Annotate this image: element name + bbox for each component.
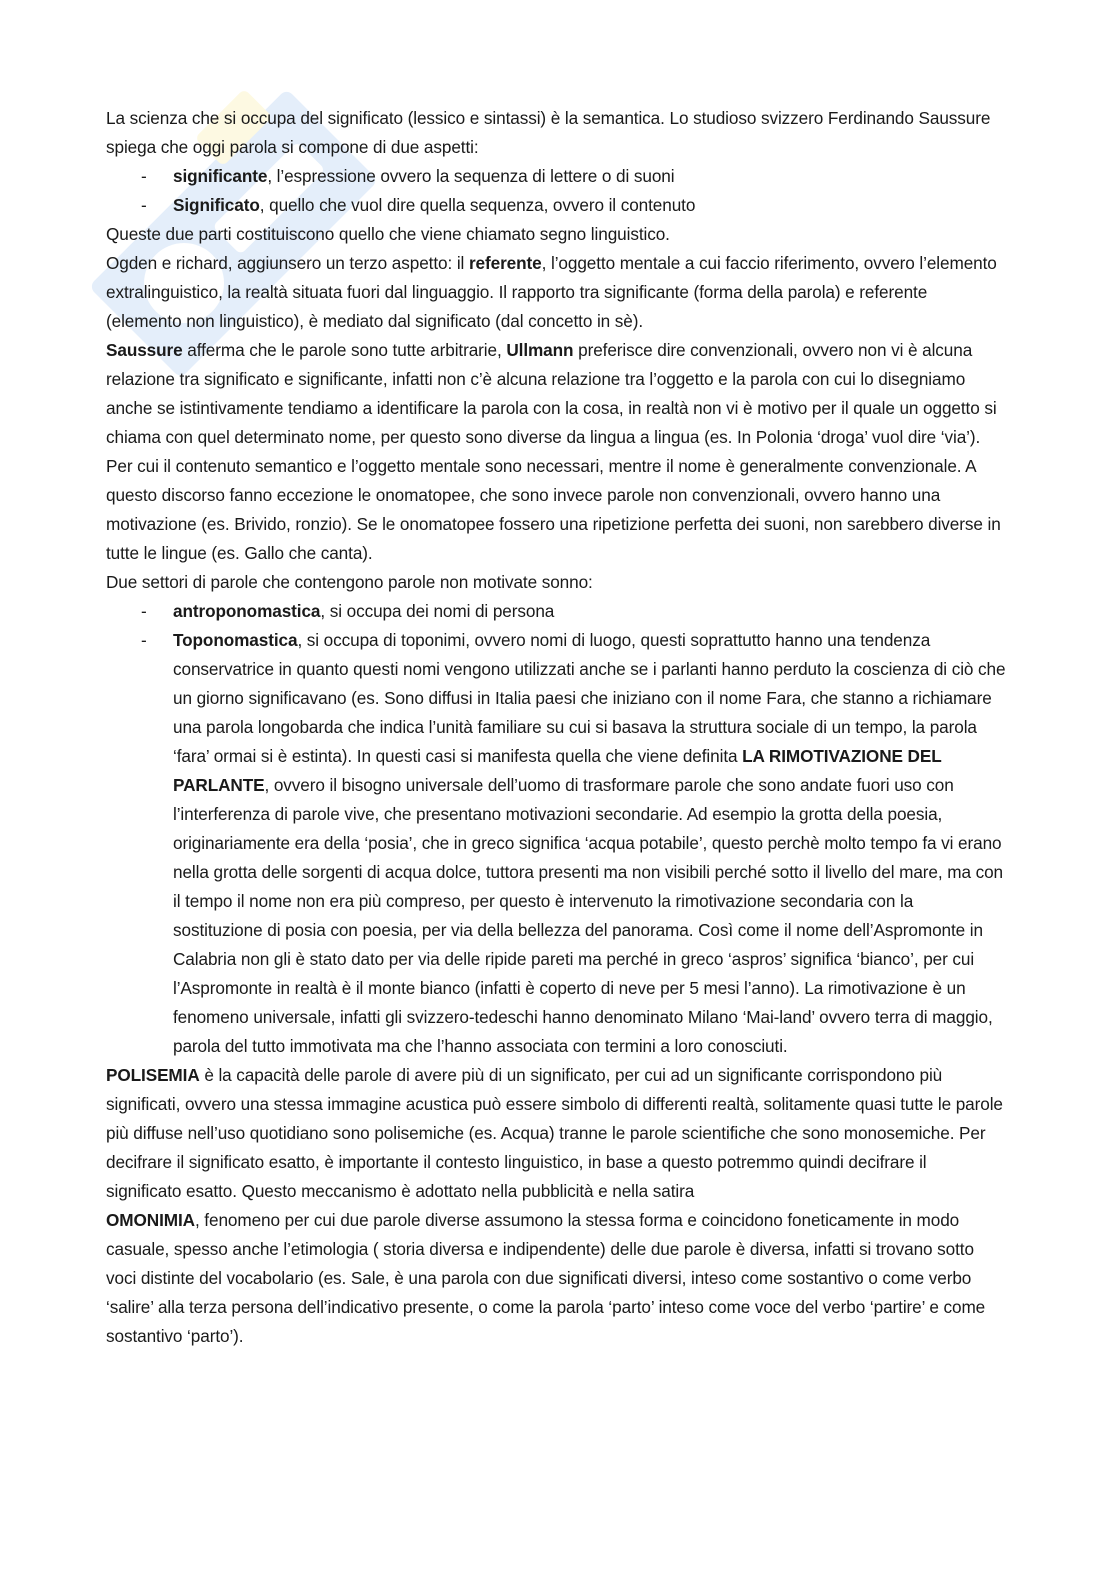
term-toponomastica: Toponomastica	[173, 630, 298, 650]
list-settori	[106, 597, 1006, 1061]
list-item: - antroponomastica, si occupa dei nomi di persona	[173, 597, 1006, 626]
paragraph-arbitrarieta: Saussure afferma che le parole sono tutte arbitrarie, Ullmann preferisce dire convenzionali, ovvero non vi è alcuna relazione tra significato e significante, infatti non c’è alcuna relazione tra l’oggetto e la parola con cui lo disegniamo anche se istintivamente tendiamo a identificare la parola con la cosa, in realtà non vi è motivo per il quale un oggetto si chiama con quel determinato nome, per questo sono diverse da lingua a lingua (es. In Polonia ‘droga’ vuol dire ‘via’). Per cui il contenuto semantico e l’oggetto mentale sono necessari, mentre il nome è generalmente convenzionale. A questo discorso fanno eccezione le onomatopee, che sono invece parole non convenzionali, ovvero hanno una motivazione (es. Brivido, ronzio). Se le onomatopee fossero una ripetizione perfetta dei suoni, non sarebbero diverse in tutte le lingue (es. Gallo che canta).	[106, 340, 1001, 563]
paragraph-polisemia: POLISEMIA è la capacità delle parole di avere più di un significato, per cui ad un significante corrispondono più significati, ovvero una stessa immagine acustica può essere simbolo di differenti realtà, solitamente quasi tutte le parole più diffuse nell’uso quotidiano sono polisemiche (es. Acqua) tranne le parole scientifiche che sono monosemiche. Per decifrare il significato esatto, è importante il contesto linguistico, in base a questo potremmo quindi decifrare il significato esatto. Questo meccanismo è adottato nella pubblicità e nella satira	[106, 1065, 1003, 1201]
paragraph-semantica: La scienza che si occupa del significato (lessico e sintassi) è la semantica. Lo studioso svizzero Ferdinando Saussure spiega che oggi parola si compone di due aspetti:	[106, 108, 991, 157]
paragraph-settori: Due settori di parole che contengono parole non motivate sonno:	[106, 572, 593, 592]
list-item: - Toponomastica, si occupa di toponimi, ovvero nomi di luogo, questi soprattutto hanno una tendenza conservatrice in quanto questi nomi vengono utilizzati anche se i parlanti hanno perduto la coscienza di ciò che un giorno significavano (es. Sono diffusi in Italia paesi che iniziano con il nome Fara, che stanno a richiamare una parola longobarda che indica l’unità familiare su cui si basava la struttura sociale di un tempo, la parola ‘fara’ ormai si è estinta). In questi casi si manifesta quella che viene definita LA RIMOTIVAZIONE DEL PARLANTE, ovvero il bisogno universale dell’uomo di trasformare parole che sono andate fuori uso con l’interferenza di parole vive, che presentano motivazioni secondarie. Ad esempio la grotta della poesia, originariamente era della ‘posia’, che in greco significa ‘acqua potabile’, questo perchè molto tempo fa vi erano nella grotta delle sorgenti di acqua dolce, tuttora presenti ma non visibili perché sotto il livello del mare, ma con il tempo il nome non era più compreso, per questo è intervenuto la rimotivazione secondaria con la sostituzione di posia con poesia, per via della bellezza del panorama. Così come il nome dell’Aspromonte in Calabria non gli è stato dato per via delle ripide pareti ma perché in greco ‘aspros’ significa ‘bianco’, per cui l’Aspromonte in realtà è il monte bianco (infatti è coperto di neve per 5 mesi l’anno). La rimotivazione è un fenomeno universale, infatti gli svizzero-tedeschi hanno denominato Milano ‘Mai-land’ ovvero terra di maggio, parola del tutto immotivata ma che l’hanno associata con termini a loro conosciuti.	[173, 626, 1006, 1061]
term-rimotivazione: LA RIMOTIVAZIONE DEL PARLANTE	[173, 746, 942, 795]
term-antroponomastica: antroponomastica	[173, 601, 321, 621]
list-item: - Significato, quello che vuol dire quella sequenza, ovvero il contenuto	[173, 191, 1006, 220]
term-ullmann: Ullmann	[506, 340, 574, 360]
term-omonimia: OMONIMIA	[106, 1210, 195, 1230]
paragraph-omonimia: OMONIMIA, fenomeno per cui due parole diverse assumono la stessa forma e coincidono foneticamente in modo casuale, spesso anche l’etimologia ( storia diversa e indipendente) delle due parole è diversa, infatti si trovano sotto voci distinte del vocabolario (es. Sale, è una parola con due significati diversi, inteso come sostantivo o come verbo ‘salire’ alla terza persona dell’indicativo presente, o come la parola ‘parto’ inteso come voce del verbo ‘partire’ e come sostantivo ‘parto’).	[106, 1210, 986, 1346]
list-item: - significante, l’espressione ovvero la sequenza di lettere o di suoni	[173, 162, 1006, 191]
paragraph-referente: Ogden e richard, aggiunsero un terzo aspetto: il referente, l’oggetto mentale a cui faccio riferimento, ovvero l’elemento extralinguistico, la realtà situata fuori dal linguaggio. Il rapporto tra significante (forma della parola) e referente (elemento non linguistico), è mediato dal significato (dal concetto in sè).	[106, 253, 997, 331]
term-significato: Significato	[173, 195, 260, 215]
paragraph-segno: Queste due parti costituiscono quello che viene chiamato segno linguistico.	[106, 224, 670, 244]
term-significante: significante	[173, 166, 268, 186]
list-aspetti	[106, 162, 1006, 220]
term-polisemia: POLISEMIA	[106, 1065, 200, 1085]
document-page	[106, 104, 1006, 1351]
term-referente: referente	[468, 253, 542, 273]
term-saussure: Saussure	[106, 340, 183, 360]
